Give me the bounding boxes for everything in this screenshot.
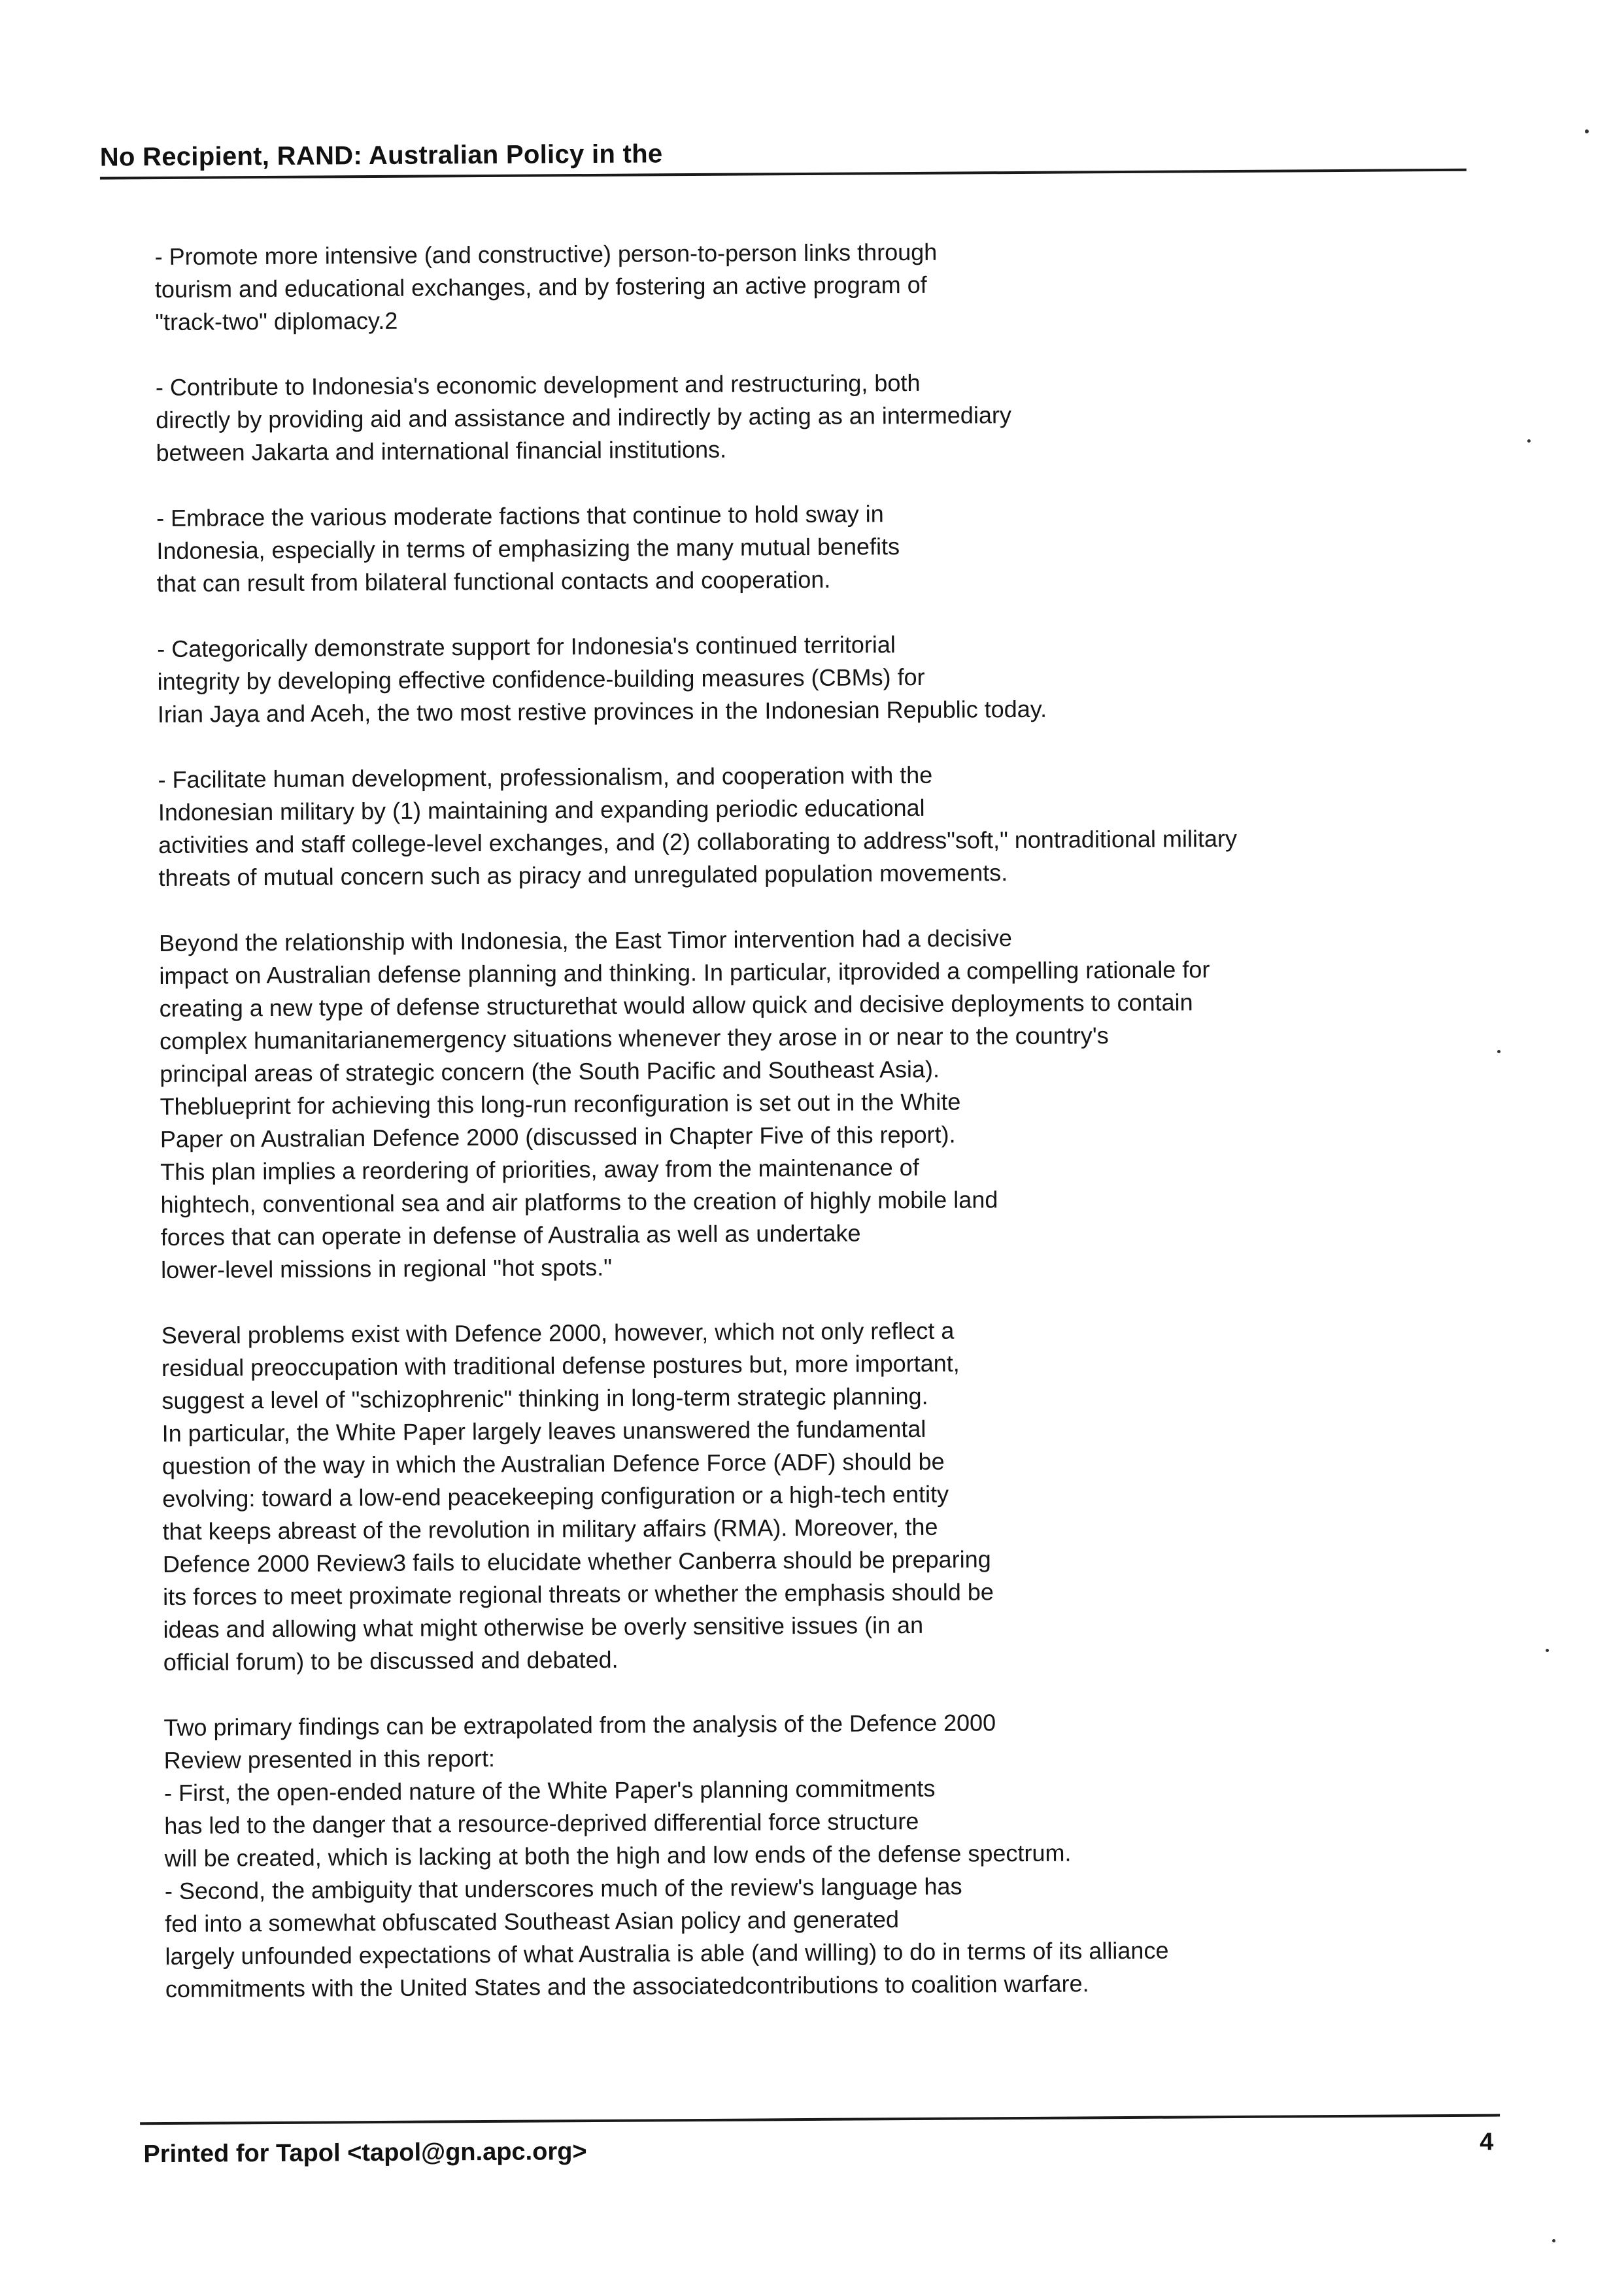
- text-line: - Facilitate human development, professionalism, and cooperation with the: [158, 761, 933, 794]
- text-line: Indonesian military by (1) maintaining and expanding periodic educational: [158, 794, 925, 826]
- text-line: Several problems exist with Defence 2000, however, which not only reflect a: [161, 1317, 955, 1349]
- text-line: - First, the open-ended nature of the White Paper's planning commitments: [163, 1774, 936, 1807]
- text-line: fed into a somewhat obfuscated Southeast Asian policy and generated: [165, 1906, 900, 1938]
- scan-speck: [1497, 1050, 1501, 1053]
- text-line: hightech, conventional sea and air platforms to the creation of highly mobile land: [160, 1186, 998, 1219]
- footer-printed-for: Printed for Tapol <tapol@gn.apc.org>: [143, 2138, 587, 2169]
- text-line: Irian Jaya and Aceh, the two most restive provinces in the Indonesian Republic today.: [157, 695, 1047, 728]
- paragraph: [157, 625, 1439, 731]
- paragraph: [156, 494, 1438, 600]
- paragraph: [156, 363, 1438, 469]
- footer-rule: [140, 2114, 1500, 2125]
- text-line: - Embrace the various moderate factions that continue to hold sway in: [156, 500, 884, 532]
- text-line: forces that can operate in defense of Australia as well as undertake: [160, 1219, 861, 1251]
- paragraph: [155, 233, 1437, 339]
- scan-speck: [1552, 2239, 1555, 2242]
- text-line: - Contribute to Indonesia's economic development and restructuring, both: [155, 369, 921, 401]
- text-line: Review presented in this report:: [163, 1744, 496, 1774]
- text-line: question of the way in which the Australian Defence Force (ADF) should be: [161, 1447, 945, 1480]
- text-line: Beyond the relationship with Indonesia, the East Timor intervention had a decisive: [158, 924, 1012, 957]
- text-line: between Jakarta and international financial institutions.: [156, 435, 727, 467]
- text-line: "track-two" diplomacy.2: [155, 307, 398, 336]
- paragraph: [158, 756, 1440, 894]
- page-number: 4: [1480, 2128, 1494, 2156]
- text-line: This plan implies a reordering of priorities, away from the maintenance of: [160, 1153, 919, 1186]
- text-line: - Categorically demonstrate support for Indonesia's continued territorial: [157, 631, 896, 663]
- page-footer: [140, 2114, 1500, 2169]
- text-line: residual preoccupation with traditional defense postures but, more important,: [161, 1349, 960, 1382]
- paragraph: [159, 919, 1442, 1287]
- text-line: Paper on Australian Defence 2000 (discussed in Chapter Five of this report).: [160, 1121, 956, 1153]
- text-line: that can result from bilateral functional contacts and cooperation.: [156, 566, 831, 598]
- text-line: that keeps abreast of the revolution in military affairs (RMA). Moreover, the: [162, 1513, 938, 1545]
- scan-speck: [1585, 129, 1589, 133]
- text-line: largely unfounded expectations of what Australia is able (and willing) to do in terms of its alliance: [165, 1936, 1169, 1970]
- text-line: has led to the danger that a resource-deprived differential force structure: [164, 1807, 919, 1840]
- text-line: Two primary findings can be extrapolated from the analysis of the Defence 2000: [163, 1709, 996, 1742]
- text-line: principal areas of strategic concern (the South Pacific and Southeast Asia).: [160, 1055, 940, 1088]
- text-line: impact on Australian defense planning and thinking. In particular, itprovided a compelling rationale for: [159, 956, 1210, 990]
- text-line: activities and staff college-level exchanges, and (2) collaborating to address"soft," nontraditional military: [158, 824, 1238, 859]
- text-line: its forces to meet proximate regional threats or whether the emphasis should be: [163, 1578, 994, 1611]
- scan-speck: [1546, 1649, 1549, 1652]
- text-line: integrity by developing effective confidence-building measures (CBMs) for: [157, 663, 925, 696]
- text-line: will be created, which is lacking at both the high and low ends of the defense spectrum.: [164, 1839, 1072, 1872]
- paragraph: [161, 1311, 1445, 1679]
- text-line: ideas and allowing what might otherwise be overly sensitive issues (in an: [163, 1611, 924, 1644]
- body-text: [155, 233, 1448, 2038]
- text-line: threats of mutual concern such as piracy and unregulated population movements.: [158, 859, 1008, 892]
- text-line: directly by providing aid and assistance and indirectly by acting as an intermediary: [156, 401, 1012, 434]
- text-line: - Second, the ambiguity that underscores much of the review's language has: [164, 1872, 962, 1905]
- text-line: official forum) to be discussed and debated.: [163, 1646, 619, 1676]
- text-line: - Promote more intensive (and constructive) person-to-person links through: [154, 238, 938, 271]
- page-header: [100, 135, 1467, 177]
- text-line: In particular, the White Paper largely leaves unanswered the fundamental: [161, 1415, 926, 1447]
- text-line: suggest a level of "schizophrenic" thinking in long-term strategic planning.: [161, 1382, 928, 1415]
- scan-speck: [1527, 439, 1531, 443]
- paragraph: [163, 1704, 1447, 2006]
- text-line: Defence 2000 Review3 fails to elucidate whether Canberra should be preparing: [162, 1545, 991, 1578]
- text-line: creating a new type of defense structurethat would allow quick and decisive deployments to contain: [159, 988, 1193, 1022]
- text-line: complex humanitarianemergency situations whenever they arose in or near to the country's: [159, 1022, 1109, 1055]
- text-line: Theblueprint for achieving this long-run reconfiguration is set out in the White: [160, 1088, 961, 1121]
- text-line: lower-level missions in regional "hot spots.": [161, 1253, 613, 1284]
- text-line: commitments with the United States and the associatedcontributions to coalition warfare.: [165, 1970, 1089, 2003]
- text-line: Indonesia, especially in terms of emphasizing the many mutual benefits: [156, 533, 900, 565]
- header-title: No Recipient, RAND: Australian Policy in the: [99, 139, 663, 172]
- text-line: tourism and educational exchanges, and by fostering an active program of: [154, 271, 927, 303]
- text-line: evolving: toward a low-end peacekeeping configuration or a high-tech entity: [162, 1480, 949, 1513]
